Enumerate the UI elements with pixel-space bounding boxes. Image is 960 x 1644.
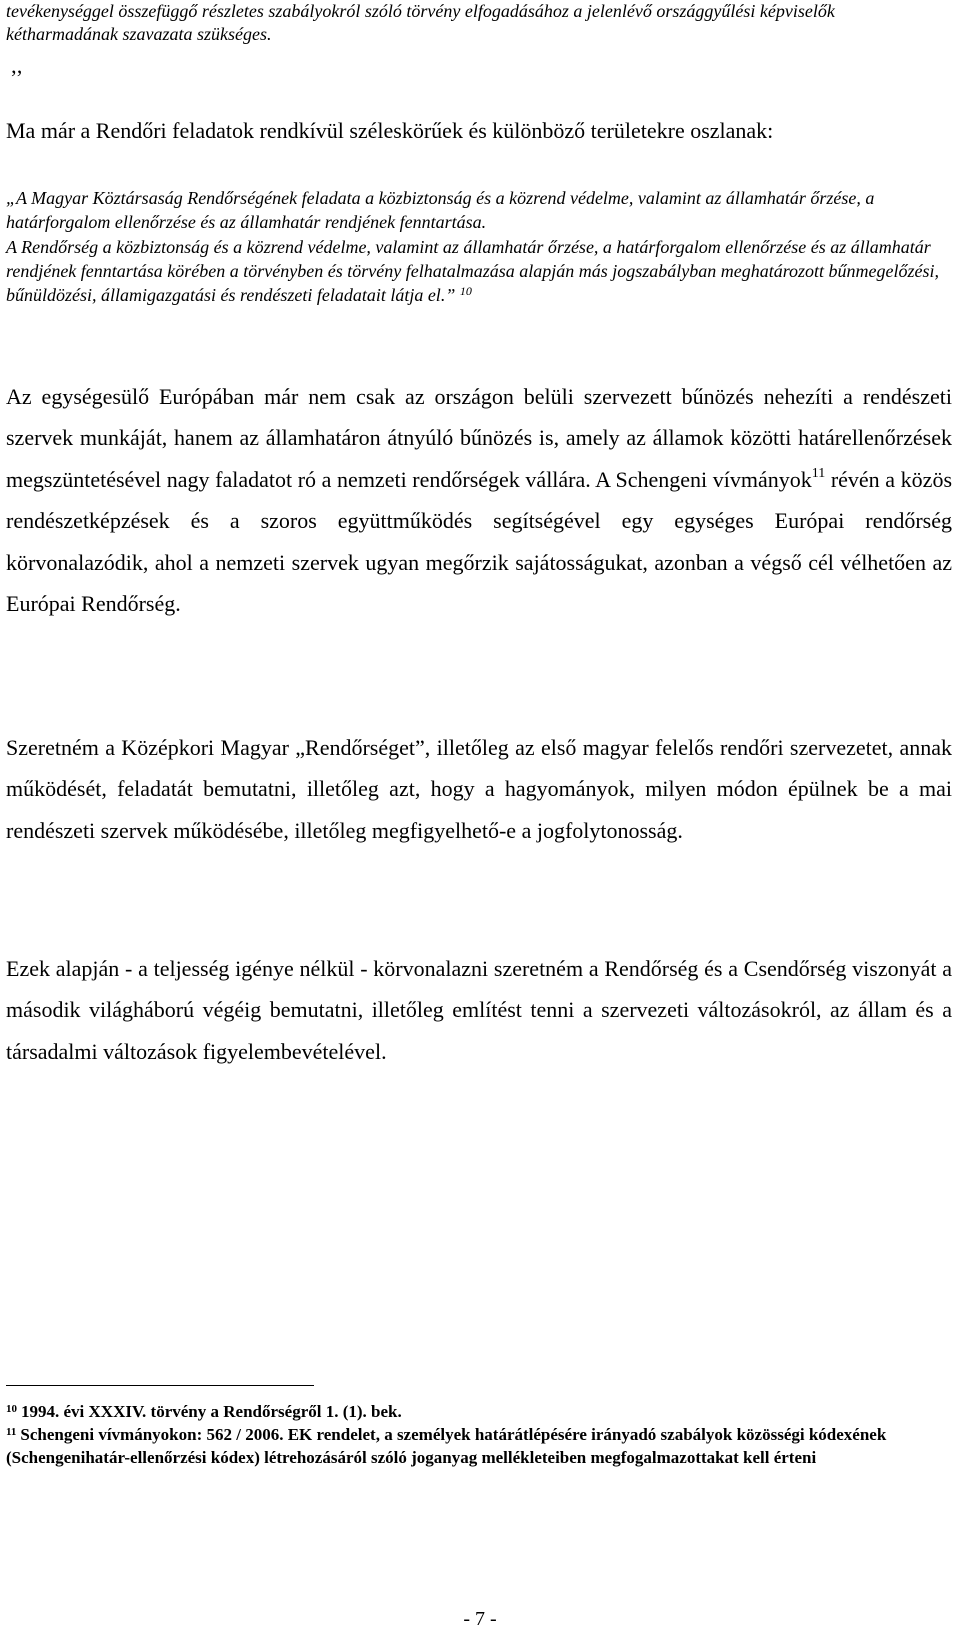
paragraph-2: Szeretném a Középkori Magyar „Rendőrséget”, illetőleg az első magyar felelős rendőri szervezetet, annak működését, feladatát bemutatni, illetőleg azt, hogy a hagyományok, milyen módon épülnek be a mai rendészeti szervek működésébe, illetőleg megfigyelhető-e a jogfolytonosság. [6,735,952,843]
paragraph-3: Ezek alapján - a teljesség igénye nélkül - körvonalazni szeretném a Rendőrség és a Csendőrség viszonyát a második világháború végéig bemutatni, illetőleg említést tenni a szervezeti változásokról, az állam és a társadalmi változások figyelembevételével. [6,956,952,1064]
closing-quote-mark: ’’ [10,65,24,90]
page-number: - 7 - [463,1608,497,1630]
paragraph-1 [6,376,952,624]
block-quote-text-2 [6,235,952,308]
footnote-number: 10 [6,1403,17,1415]
block-quote-text-2-body: A Rendőrség a közbiztonság és a közrend védelme, valamint az államhatár őrzése, a határforgalom ellenőrzése és az államhatár rendjének fenntartása körében a törvényben és törvény felhatalmazása alapján más jogszabályban meghatározott bűnmegelőzési, bűnüldözési, államigazgatási és rendészeti feladatait látja el.” [6,236,940,306]
footnote-text: 1994. évi XXXIV. törvény a Rendőrségről 1. (1). bek. [21,1402,402,1421]
footnote-text: Schengeni vívmányokon: 562 / 2006. EK rendelet, a személyek határátlépésére irányadó szabályok közösségi kódexének (Schengenihatár-ellenőrzési kódex) létrehozásáról szóló joganyag mellékleteiben megfogalmazottakat kell érteni [6,1425,887,1467]
footnote-item [6,1423,952,1469]
quote-line: kétharmadának szavazata szükséges. [6,24,272,44]
block-quote [6,186,952,307]
paragraph-1-text-a: Az egységesülő Európában már nem csak az országon belüli szervezett bűnözés nehezíti a rendészeti szervek munkáját, hanem az államhatáron átnyúló bűnözés is, amely az államok közötti határellenőrzések megszüntetésével nagy faladatot ró a nemzeti rendőrségek vállára. A Schengeni vívmányok [6,384,952,492]
footnote-item [6,1400,952,1423]
footnotes [6,1400,952,1469]
footnote-reference[interactable]: 10 [459,284,472,299]
paragraph-1-text-b: révén a közös rendészetképzések és a szoros együttműködés segítségével egy egységes Európai rendőrség körvonalazódik, ahol a nemzeti szervek ugyan megőrzik sajátosságukat, azonban a végső cél vélhetően az Európai Rendőrség. [6,466,952,617]
quoted-text-continuation [6,0,952,46]
block-quote-text-1: „A Magyar Köztársaság Rendőrségének feladata a közbiztonság és a közrend védelme, valamint az államhatár őrzése, a határforgalom ellenőrzése és az államhatár rendjének fenntartása. [6,188,875,233]
footnote-number: 11 [6,1426,17,1438]
intro-sentence: Ma már a Rendőri feladatok rendkívül széleskörűek és különböző területekre oszlanak: [6,118,774,143]
footnote-reference[interactable]: 11 [811,465,826,481]
footnote-separator [6,1385,314,1386]
quote-line: tevékenységgel összefüggő részletes szabályokról szóló törvény elfogadásához a jelenlévő országgyűlési képviselők [6,1,835,21]
